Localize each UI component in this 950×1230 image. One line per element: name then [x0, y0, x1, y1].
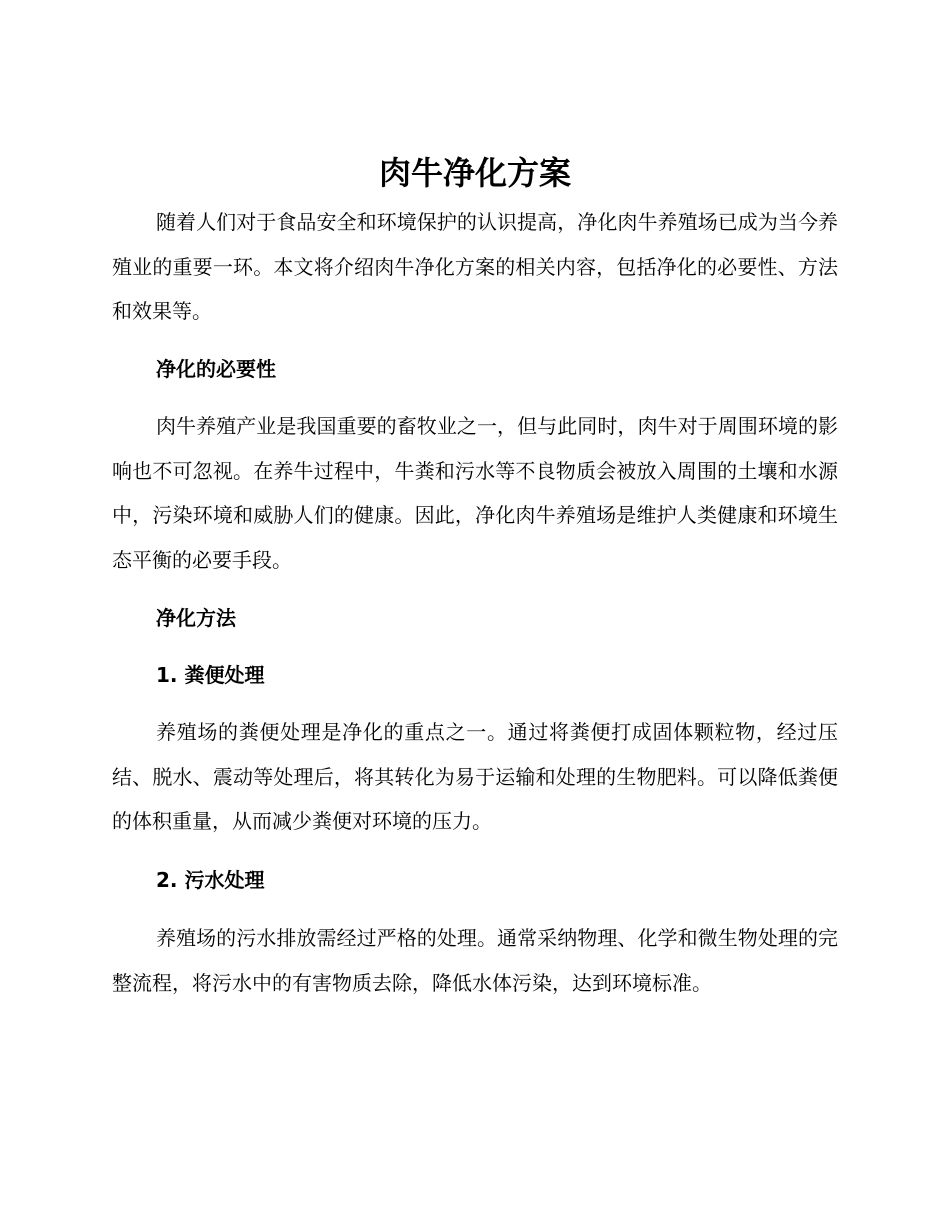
section-heading-methods: 净化方法	[156, 606, 236, 630]
manure-paragraph: 养殖场的粪便处理是净化的重点之一。通过将粪便打成固体颗粒物，经过压结、脱水、震动等处理后，将其转化为易于运输和处理的生物肥料。可以降低粪便的体积重量，从而减少粪便对环境的压力。	[112, 720, 838, 833]
intro-paragraph: 随着人们对于食品安全和环境保护的认识提高，净化肉牛养殖场已成为当今养殖业的重要一环。本文将介绍肉牛净化方案的相关内容，包括净化的必要性、方法和效果等。	[112, 210, 838, 323]
wastewater-paragraph: 养殖场的污水排放需经过严格的处理。通常采纳物理、化学和微生物处理的完整流程，将污水中的有害物质去除，降低水体污染，达到环境标准。	[112, 926, 838, 995]
necessity-paragraph: 肉牛养殖产业是我国重要的畜牧业之一，但与此同时，肉牛对于周围环境的影响也不可忽视。在养牛过程中，牛粪和污水等不良物质会被放入周围的土壤和水源中，污染环境和威胁人们的健康。因此，净化肉牛养殖场是维护人类健康和环境生态平衡的必要手段。	[112, 414, 838, 572]
section-heading-necessity: 净化的必要性	[156, 357, 276, 381]
subheading-manure: 1. 粪便处理	[156, 663, 265, 687]
document-title: 肉牛净化方案	[378, 154, 571, 192]
subheading-wastewater: 2. 污水处理	[156, 868, 265, 892]
